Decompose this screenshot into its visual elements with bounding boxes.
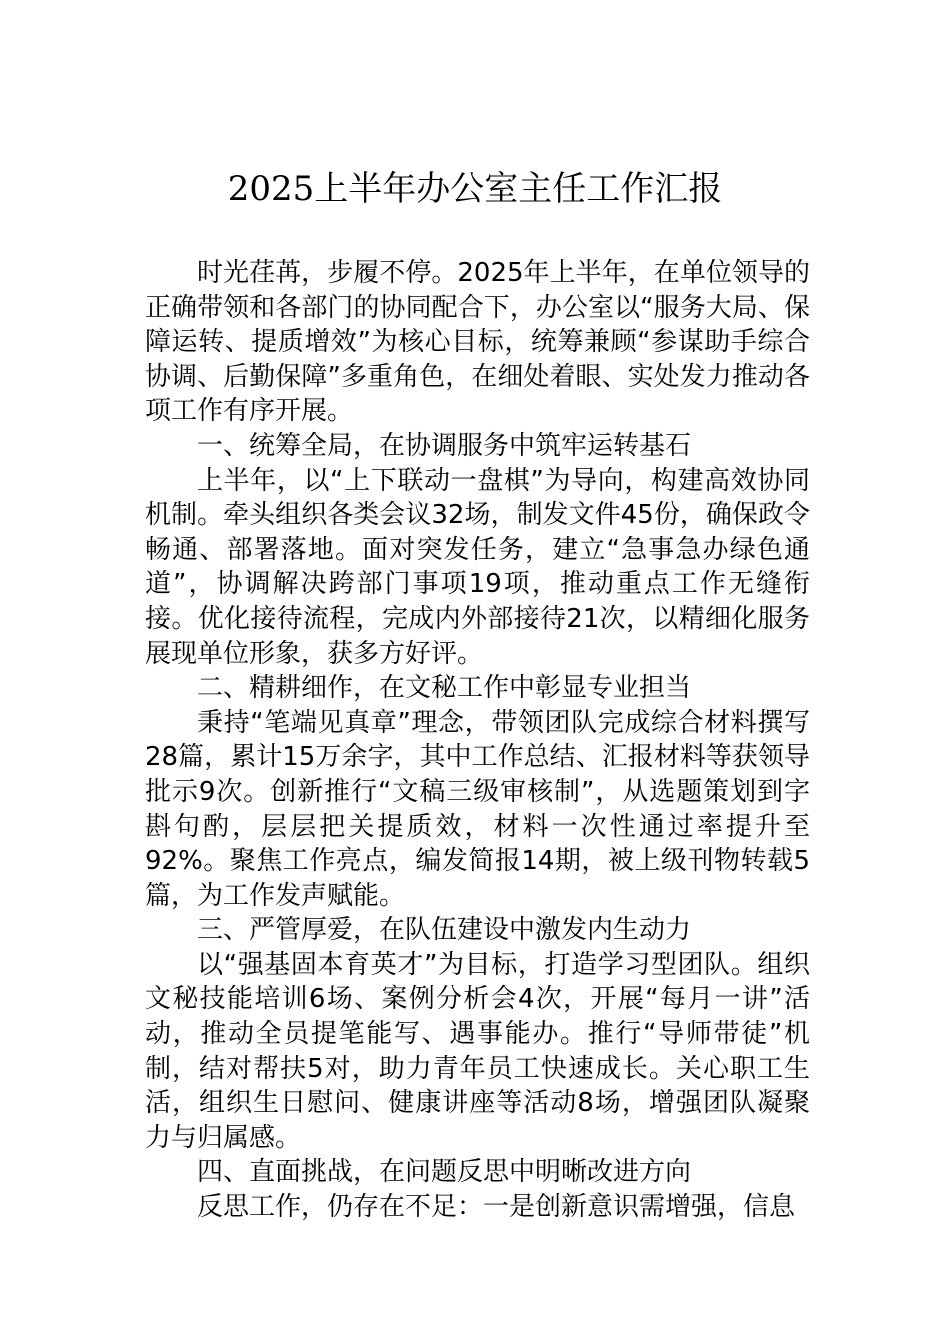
section-heading-2: 二、精耕细作，在文秘工作中彰显专业担当: [197, 673, 692, 704]
section-heading-1: 一、统筹全局，在协调服务中筑牢运转基石: [197, 430, 692, 461]
document-body: [145, 256, 810, 1225]
intro-paragraph: 时光荏苒，步履不停。2025年上半年，在单位领导的正确带领和各部门的协同配合下，办公室以“服务大局、保障运转、提质增效”为核心目标，统筹兼顾“参谋助手综合协调、后勤保障”多重角色，在细处着眼、实处发力推动各项工作有序开展。: [145, 258, 810, 427]
document-title: 2025上半年办公室主任工作汇报: [227, 169, 723, 209]
section-2-paragraph: 秉持“笔端见真章”理念，带领团队完成综合材料撰写28篇，累计15万余字，其中工作总结、汇报材料等获领导批示9次。创新推行“文稿三级审核制”，从选题策划到字斟句酌，层层把关提质效，材料一次性通过率提升至92%。聚焦工作亮点，编发简报14期，被上级刊物转载5篇，为工作发声赋能。: [145, 707, 810, 911]
section-heading-4: 四、直面挑战，在问题反思中明晰改进方向: [197, 1157, 692, 1188]
section-3-paragraph: 以“强基固本育英才”为目标，打造学习型团队。组织文秘技能培训6场、案例分析会4次，开展“每月一讲”活动，推动全员提笔能写、遇事能办。推行“导师带徒”机制，结对帮扶5对，助力青年员工快速成长。关心职工生活，组织生日慰问、健康讲座等活动8场，增强团队凝聚力与归属感。: [145, 949, 810, 1153]
section-1-paragraph: 上半年，以“上下联动一盘棋”为导向，构建高效协同机制。牵头组织各类会议32场，制发文件45份，确保政令畅通、部署落地。面对突发任务，建立“急事急办绿色通道”，协调解决跨部门事项19项，推动重点工作无缝衔接。优化接待流程，完成内外部接待21次，以精细化服务展现单位形象，获多方好评。: [145, 465, 810, 669]
section-heading-3: 三、严管厚爱，在队伍建设中激发内生动力: [197, 915, 692, 946]
section-4-paragraph: 反思工作，仍存在不足：一是创新意识需增强，信息: [197, 1192, 796, 1223]
